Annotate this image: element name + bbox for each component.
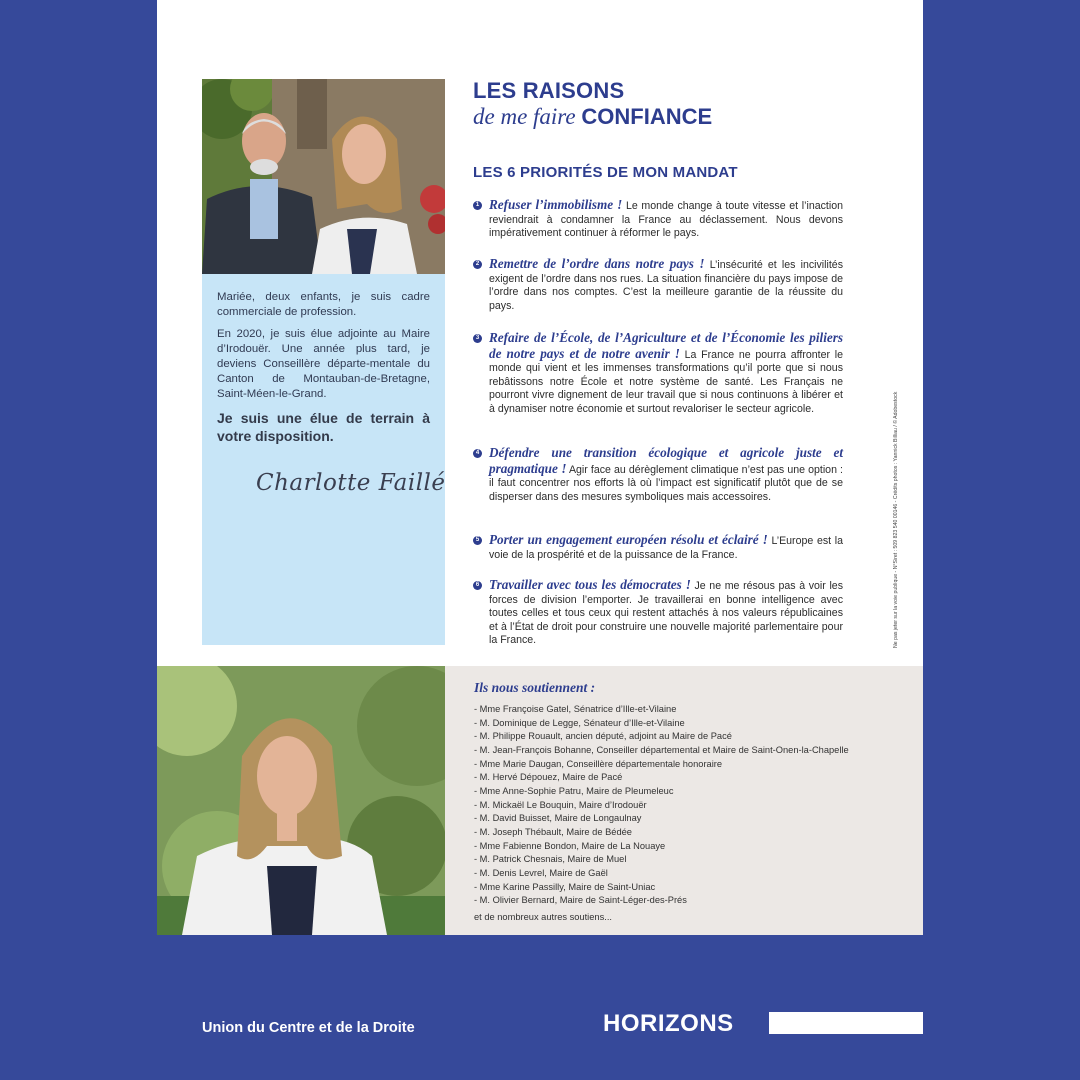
priority-title: Refuser l’immobilisme ! [489,197,623,212]
list-item: - M. Hervé Dépouez, Maire de Pacé [474,772,623,783]
list-item: - M. Jean-François Bohanne, Conseiller départemental et Maire de Saint-Onen-la-Chapelle [474,744,849,755]
priorities-title: LES 6 PRIORITÉS DE MON MANDAT [473,164,738,181]
priority-number: 1 [473,201,482,210]
footer-union-label: Union du Centre et de la Droite [202,1020,415,1036]
priority-title: Remettre de l’ordre dans notre pays ! [489,256,705,271]
supporters-list [474,703,923,908]
horizons-logo: HORIZONS [603,1010,734,1037]
priority-text: Je ne me résous pas à voir les forces de division l’emporter. Je travaillerai en bonne intelligence avec toutes celles et tous ceux qui restent attachés à nos valeurs républicaines et à l’État de droit pour construire une nouvelle majorité parlementaire pour la France. [489,580,843,647]
priority-number: 3 [473,334,482,343]
priority-item [473,331,843,417]
bio-paragraph-1: Mariée, deux enfants, je suis cadre commerciale de profession. [217,291,430,318]
list-item: - Mme Marie Daugan, Conseillère départementale honoraire [474,758,723,769]
list-item: - M. Patrick Chesnais, Maire de Muel [474,854,627,865]
supporters-more: et de nombreux autres soutiens... [474,911,612,922]
headline [473,78,712,130]
priority-number: 6 [473,581,482,590]
headline-bold: CONFIANCE [581,104,713,129]
priority-text: La France ne pourra affronter le monde qui vient et les immenses transformations qu’il porte que si nous rebâtissons notre École et notre système de santé. Les Français ne pourront vivre dignement de leur travail que si nous continuons à libérer et à dynamiser notre économie et surtout revaloriser le secteur agricole. [489,348,843,415]
priority-title: Défendre une transition écologique et agricole juste et pragmatique ! [489,445,843,476]
priority-item [473,578,843,648]
priority-item [473,198,843,241]
headline-line-2 [473,103,712,130]
list-item: - M. Denis Levrel, Maire de Gaël [474,867,608,878]
bio-paragraph-2: En 2020, je suis élue adjointe au Maire d’Irodouër. Une année plus tard, je deviens Conseillère départe-mentale du Canton de Montauban-de-Bretagne, Saint-Méen-le-Grand. [217,328,430,400]
list-item: - M. Joseph Thébault, Maire de Bédée [474,826,632,837]
list-item: - M. Philippe Rouault, ancien député, adjoint au Maire de Pacé [474,731,732,742]
candidates-photo [202,79,445,274]
priority-title: Porter un engagement européen résolu et éclairé ! [489,532,768,547]
priority-number: 2 [473,260,482,269]
legal-credits: Ne pas jeter sur la voie publique - N°Siret : 509 823 540 00146 - Crédits photos : Yannick Billiau / © Adobestock [893,391,899,648]
headline-italic: de me faire [473,104,582,129]
list-item: - M. Olivier Bernard, Maire de Saint-Léger-des-Prés [474,895,687,906]
priority-text: Le monde change à toute vitesse et l’inaction reviendrait à condamner la France au déclassement. Nous devons impérativement continuer à réformer le pays. [489,200,843,240]
list-item: - M. David Buisset, Maire de Longaulnay [474,813,642,824]
priority-text: Agir face au dérèglement climatique n’est pas une option : il faut concentrer nos efforts là où l’impact est significatif plutôt que de se disperser dans des mesures symboliques mais accessoires. [489,463,843,503]
list-item: - Mme Françoise Gatel, Sénatrice d’Ille-et-Vilaine [474,704,677,714]
priority-item [473,446,843,504]
bio-box [202,274,445,645]
priority-text: L’insécurité et les incivilités exigent de l’ordre dans nos rues. La situation financière du pays impose de l’ordre dans nos comptes. C’est la meilleure garantie de la réussite du pays. [489,259,843,312]
priority-number: 4 [473,449,482,458]
priority-item [473,533,843,562]
list-item: - M. Dominique de Legge, Sénateur d’Ille-et-Vilaine [474,717,685,728]
priority-text: L’Europe est la voie de la prospérité et de la puissance de la France. [489,535,843,561]
supporters-title: Ils nous soutiennent : [474,680,596,695]
priority-title: Refaire de l’École, de l’Agriculture et de l’Économie les piliers de notre pays et de notre avenir ! [489,330,843,361]
supporters-box [445,666,923,935]
bio-statement: Je suis une élue de terrain à votre disposition. [217,410,430,444]
candidate-portrait [157,666,445,935]
horizons-logo-bar [769,1012,923,1034]
priority-title: Travailler avec tous les démocrates ! [489,577,691,592]
list-item: - Mme Fabienne Bondon, Maire de La Nouaye [474,840,666,851]
list-item: - Mme Karine Passilly, Maire de Saint-Uniac [474,881,656,892]
priority-number: 5 [473,536,482,545]
priority-item [473,257,843,313]
list-item: - M. Mickaël Le Bouquin, Maire d’Irodouër [474,799,647,810]
signature: Charlotte Faillé [256,470,446,496]
list-item: - Mme Anne-Sophie Patru, Maire de Pleumeleuc [474,785,674,796]
headline-line-1: LES RAISONS [473,78,625,103]
